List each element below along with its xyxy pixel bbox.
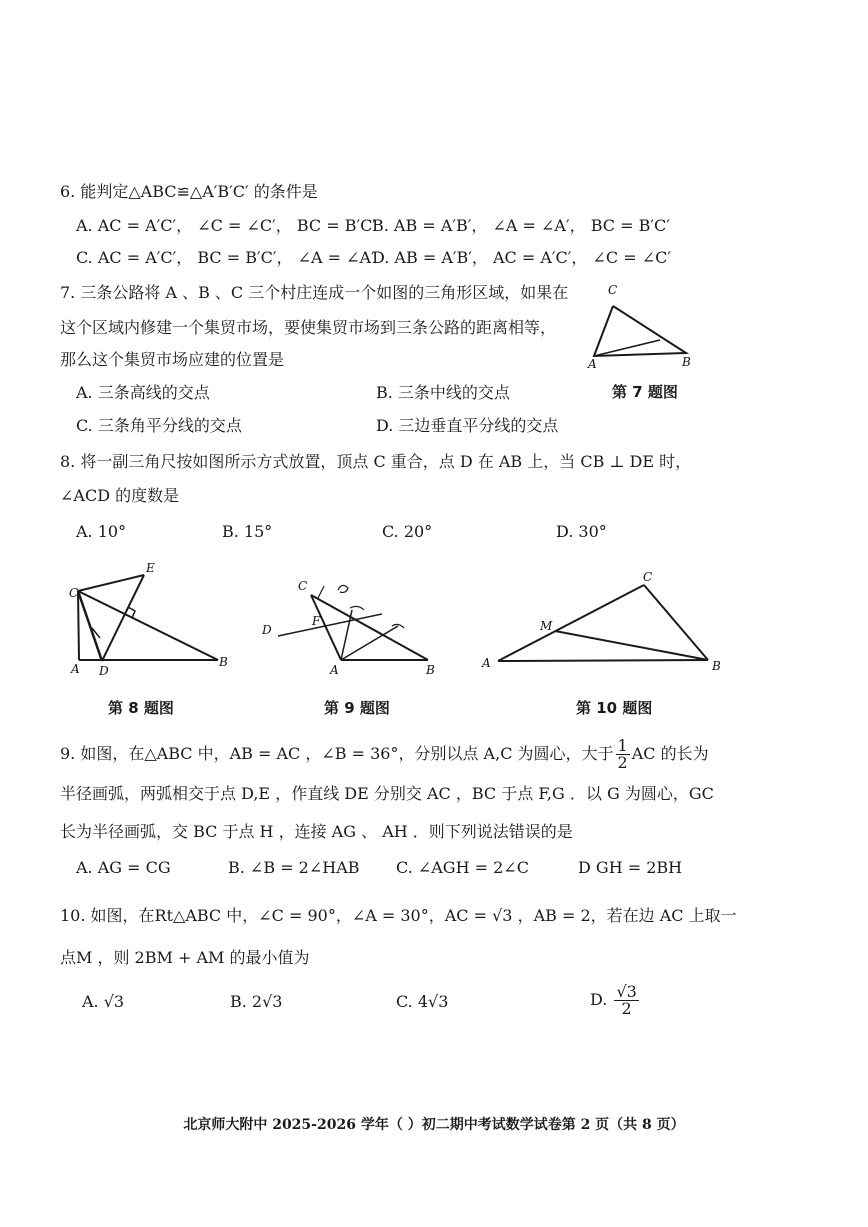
- q9-stem-line1: [60, 737, 709, 771]
- q9-option-b: B. ∠B = 2∠HAB: [228, 858, 360, 877]
- q7-label-c: C: [608, 283, 618, 297]
- q8-stem-line1: 8. 将一副三角尺按如图所示方式放置，顶点 C 重合，点 D 在 AB 上，当 CB ⊥ DE 时，: [60, 452, 692, 471]
- q10-label-b: B: [712, 659, 721, 673]
- q9-stem-line3: 长为半径画弧，交 BC 于点 H ，连接 AG 、 AH ．则下列说法错误的是: [60, 822, 573, 841]
- q9-stem-line1-b: AC 的长为: [631, 744, 709, 763]
- q7-figure: [580, 280, 700, 375]
- q8-figure-caption: 第 8 题图: [108, 699, 174, 717]
- q9-fraction: [616, 738, 630, 771]
- q9-option-c: C. ∠AGH = 2∠C: [396, 858, 529, 877]
- q7-stem-line1: 7. 三条公路将 A 、B 、C 三个村庄连成一个如图的三角形区域，如果在: [60, 283, 569, 302]
- q9-stem-line2: 半径画弧，两弧相交于点 D,E ，作直线 DE 分别交 AC ，BC 于点 F,G ．以 G 为圆心，GC: [60, 784, 714, 803]
- q8-label-b: B: [219, 655, 228, 669]
- q8-label-d: D: [99, 664, 109, 678]
- q6-option-c: C. AC = A′C′， BC = B′C′， ∠A = ∠A′: [76, 248, 375, 267]
- q9-label-d: D: [262, 623, 272, 637]
- q10-option-d-label: D.: [590, 990, 608, 1009]
- q10-option-d-den: 2: [621, 999, 632, 1018]
- q8-option-b: B. 15°: [222, 522, 273, 541]
- q8-option-d: D. 30°: [556, 522, 607, 541]
- q8-figure: [62, 558, 242, 683]
- q10-label-m: M: [540, 619, 553, 633]
- q10-option-d-num: √3: [616, 982, 637, 1001]
- q7-label-b: B: [682, 355, 691, 369]
- q9-figure: [258, 568, 448, 683]
- q9-figure-caption: 第 9 题图: [324, 699, 390, 717]
- q7-stem-line2: 这个区域内修建一个集贸市场，要使集贸市场到三条公路的距离相等，: [60, 318, 557, 337]
- q6-option-d: D. AB = A′B′， AC = A′C′， ∠C = ∠C′: [372, 248, 672, 267]
- q7-figure-caption: 第 7 题图: [612, 383, 678, 401]
- q8-label-e: E: [146, 561, 155, 575]
- q9-fraction-num: 1: [617, 736, 628, 755]
- q10-option-c: C. 4√3: [396, 992, 449, 1011]
- q7-option-d: D. 三边垂直平分线的交点: [376, 416, 559, 435]
- q9-label-c: C: [298, 579, 308, 593]
- q7-option-c: C. 三条角平分线的交点: [76, 416, 242, 435]
- q6-stem: 6. 能判定△ABC≌△A′B′C′ 的条件是: [60, 182, 318, 201]
- q7-label-a: A: [588, 357, 597, 371]
- q10-option-d-fraction: [614, 984, 638, 1017]
- q10-option-b: B. 2√3: [230, 992, 283, 1011]
- q10-figure: [480, 568, 720, 678]
- q9-option-a: A. AG = CG: [76, 858, 171, 877]
- q7-option-a: A. 三条高线的交点: [76, 383, 210, 402]
- q9-fraction-den: 2: [617, 753, 628, 772]
- q9-label-a: A: [330, 663, 339, 677]
- q8-option-c: C. 20°: [382, 522, 433, 541]
- q8-label-a: A: [71, 662, 80, 676]
- q6-option-a: A. AC = A′C′， ∠C = ∠C′， BC = B′C′: [76, 216, 376, 235]
- q7-stem-line3: 那么这个集贸市场应建的位置是: [60, 350, 285, 369]
- q10-label-c: C: [643, 570, 653, 584]
- q9-label-f: F: [312, 614, 321, 628]
- q10-stem-line2: 点M ，则 2BM + AM 的最小值为: [60, 948, 310, 967]
- q7-option-b: B. 三条中线的交点: [376, 383, 510, 402]
- q6-option-b: B. AB = A′B′， ∠A = ∠A′， BC = B′C′: [372, 216, 670, 235]
- q10-option-d: [590, 980, 641, 1020]
- q10-option-a: A. √3: [82, 992, 125, 1011]
- q8-stem-line2: ∠ACD 的度数是: [60, 486, 180, 505]
- q8-label-c: C: [69, 586, 79, 600]
- q9-stem-line1-a: 9. 如图，在△ABC 中，AB = AC ，∠B = 36°，分别以点 A,C 为圆心，大于: [60, 744, 614, 763]
- q8-option-a: A. 10°: [76, 522, 127, 541]
- q9-option-d: D GH = 2BH: [578, 858, 683, 877]
- q10-stem-line1: 10. 如图，在Rt△ABC 中，∠C = 90°，∠A = 30°，AC = √3 ，AB = 2，若在边 AC 上取一: [60, 906, 737, 925]
- q9-label-b: B: [426, 663, 435, 677]
- q10-figure-caption: 第 10 题图: [576, 699, 653, 717]
- q10-label-a: A: [482, 656, 491, 670]
- page-footer: 北京师大附中 2025-2026 学年（ ）初二期中考试数学试卷第 2 页（共 8 页）: [183, 1117, 685, 1133]
